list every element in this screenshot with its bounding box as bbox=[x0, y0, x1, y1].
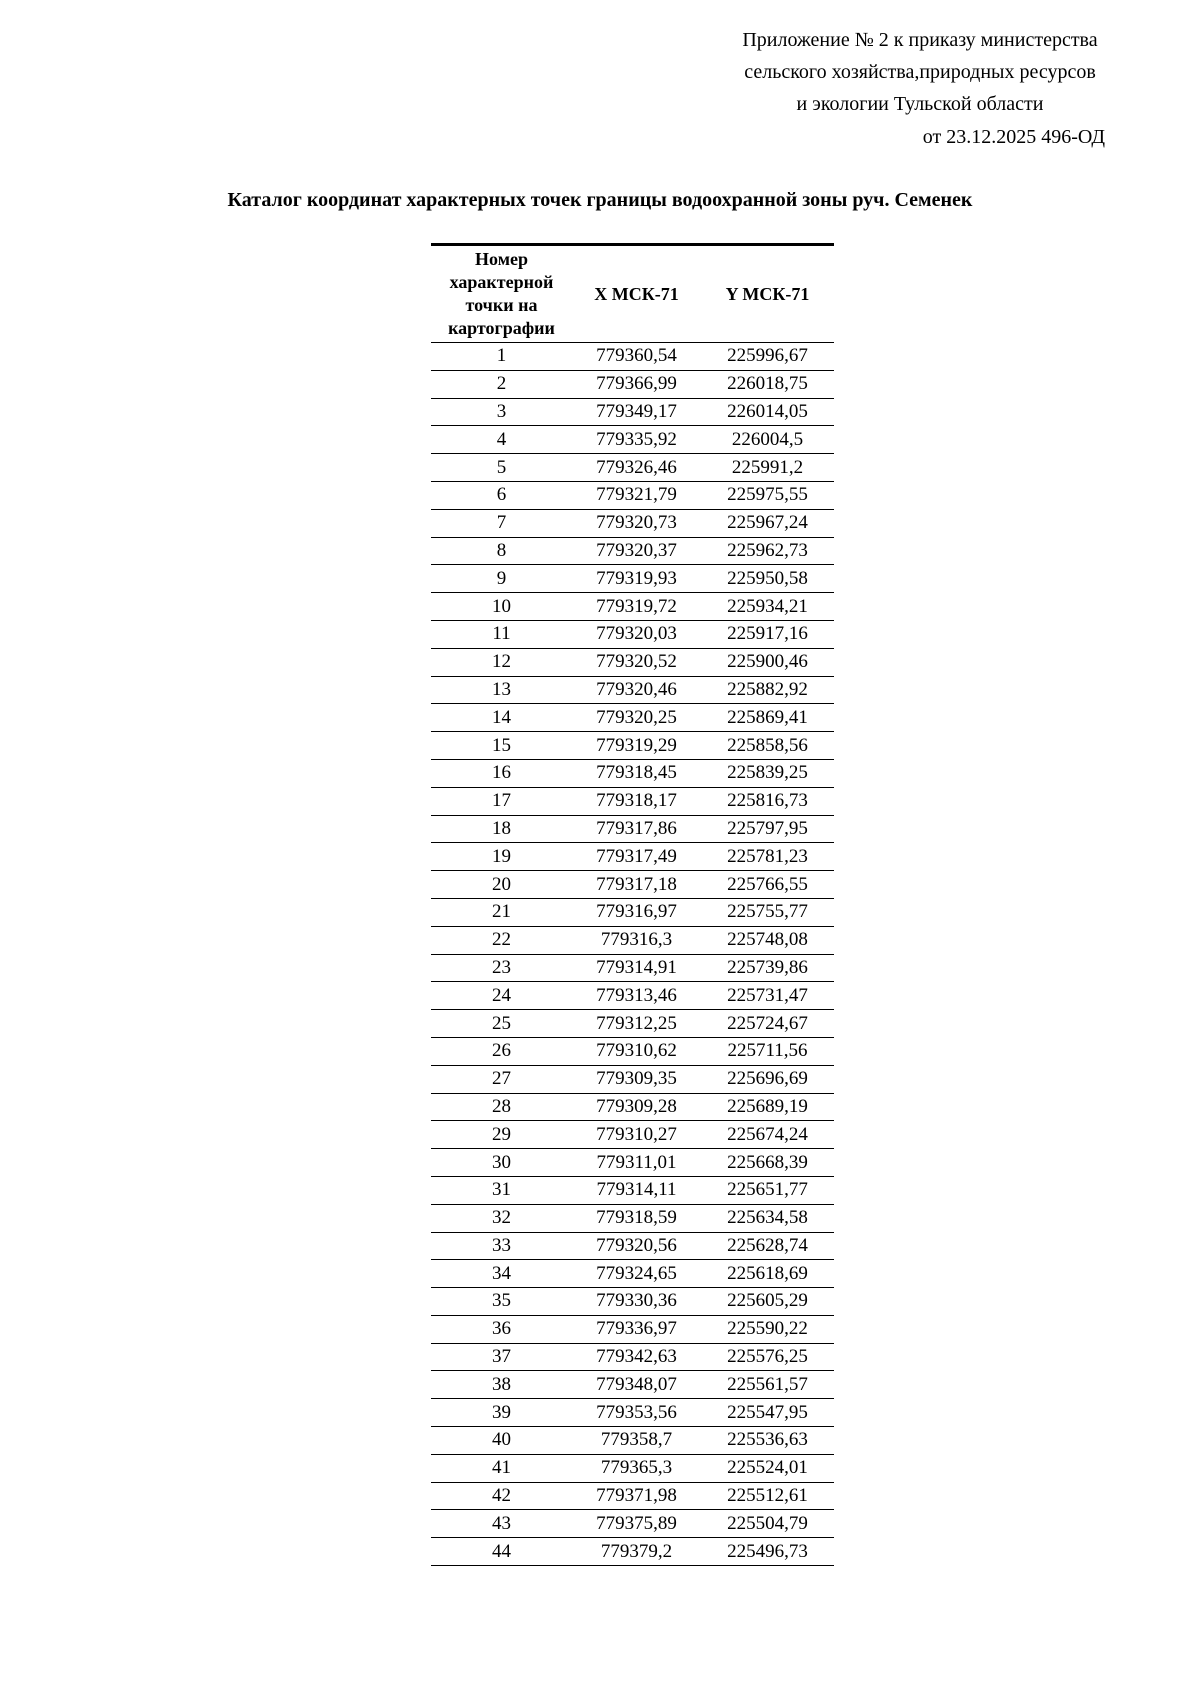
point-number-cell: 35 bbox=[431, 1288, 572, 1316]
table-row bbox=[431, 1482, 834, 1510]
y-coordinate-cell: 225628,74 bbox=[701, 1232, 834, 1260]
table-row bbox=[431, 1260, 834, 1288]
table-row bbox=[431, 1538, 834, 1566]
point-number-cell: 7 bbox=[431, 509, 572, 537]
y-coordinate-cell: 225797,95 bbox=[701, 815, 834, 843]
table-row bbox=[431, 676, 834, 704]
y-coordinate-cell: 225668,39 bbox=[701, 1149, 834, 1177]
y-coordinate-cell: 225858,56 bbox=[701, 732, 834, 760]
table-row bbox=[431, 1065, 834, 1093]
point-number-cell: 26 bbox=[431, 1037, 572, 1065]
table-row bbox=[431, 648, 834, 676]
y-coordinate-cell: 225900,46 bbox=[701, 648, 834, 676]
point-number-cell: 44 bbox=[431, 1538, 572, 1566]
coordinates-table bbox=[431, 243, 834, 1566]
table-row bbox=[431, 1371, 834, 1399]
x-coordinate-cell: 779317,18 bbox=[572, 871, 701, 899]
x-coordinate-cell: 779335,92 bbox=[572, 426, 701, 454]
table-row bbox=[431, 787, 834, 815]
table-row bbox=[431, 593, 834, 621]
table-row bbox=[431, 343, 834, 371]
point-number-header: Номер характерной точки на картографии bbox=[431, 245, 572, 343]
x-coordinate-cell: 779312,25 bbox=[572, 1010, 701, 1038]
point-number-cell: 9 bbox=[431, 565, 572, 593]
x-coordinate-cell: 779320,52 bbox=[572, 648, 701, 676]
point-number-cell: 21 bbox=[431, 898, 572, 926]
y-coordinate-cell: 225547,95 bbox=[701, 1399, 834, 1427]
point-number-cell: 19 bbox=[431, 843, 572, 871]
y-coordinate-cell: 225996,67 bbox=[701, 343, 834, 371]
x-coordinate-cell: 779318,59 bbox=[572, 1204, 701, 1232]
x-coordinate-cell: 779319,93 bbox=[572, 565, 701, 593]
x-coordinate-cell: 779320,37 bbox=[572, 537, 701, 565]
table-row bbox=[431, 1454, 834, 1482]
y-coordinate-cell: 225524,01 bbox=[701, 1454, 834, 1482]
point-number-cell: 11 bbox=[431, 620, 572, 648]
y-coordinate-cell: 225696,69 bbox=[701, 1065, 834, 1093]
y-coordinate-cell: 226018,75 bbox=[701, 370, 834, 398]
point-number-cell: 32 bbox=[431, 1204, 572, 1232]
y-coordinate-cell: 225651,77 bbox=[701, 1176, 834, 1204]
table-row bbox=[431, 732, 834, 760]
x-coordinate-cell: 779320,73 bbox=[572, 509, 701, 537]
point-number-cell: 34 bbox=[431, 1260, 572, 1288]
table-row bbox=[431, 1399, 834, 1427]
x-coordinate-cell: 779311,01 bbox=[572, 1149, 701, 1177]
y-coordinate-cell: 225755,77 bbox=[701, 898, 834, 926]
order-reference-line: сельского хозяйства,природных ресурсов bbox=[744, 61, 1096, 83]
y-coordinate-cell: 226014,05 bbox=[701, 398, 834, 426]
table-row bbox=[431, 370, 834, 398]
x-coordinate-cell: 779320,25 bbox=[572, 704, 701, 732]
table-row bbox=[431, 1232, 834, 1260]
table-row bbox=[431, 481, 834, 509]
x-coordinate-cell: 779375,89 bbox=[572, 1510, 701, 1538]
point-number-cell: 27 bbox=[431, 1065, 572, 1093]
point-number-cell: 8 bbox=[431, 537, 572, 565]
table-row bbox=[431, 1343, 834, 1371]
x-coordinate-cell: 779320,46 bbox=[572, 676, 701, 704]
x-coordinate-cell: 779336,97 bbox=[572, 1315, 701, 1343]
table-row bbox=[431, 1176, 834, 1204]
y-coordinate-cell: 225590,22 bbox=[701, 1315, 834, 1343]
table-row bbox=[431, 1149, 834, 1177]
x-coordinate-cell: 779314,11 bbox=[572, 1176, 701, 1204]
x-coordinate-cell: 779318,17 bbox=[572, 787, 701, 815]
table-row bbox=[431, 1010, 834, 1038]
point-number-cell: 17 bbox=[431, 787, 572, 815]
order-reference-block bbox=[700, 24, 1140, 120]
x-coordinate-cell: 779342,63 bbox=[572, 1343, 701, 1371]
x-coordinate-cell: 779319,29 bbox=[572, 732, 701, 760]
y-coordinate-cell: 225504,79 bbox=[701, 1510, 834, 1538]
x-coordinate-header: X МСК-71 bbox=[572, 245, 701, 343]
y-coordinate-cell: 225605,29 bbox=[701, 1288, 834, 1316]
table-row bbox=[431, 1204, 834, 1232]
x-coordinate-cell: 779317,49 bbox=[572, 843, 701, 871]
x-coordinate-cell: 779349,17 bbox=[572, 398, 701, 426]
x-coordinate-cell: 779313,46 bbox=[572, 982, 701, 1010]
y-coordinate-cell: 225917,16 bbox=[701, 620, 834, 648]
table-row bbox=[431, 537, 834, 565]
point-number-cell: 5 bbox=[431, 454, 572, 482]
y-coordinate-cell: 225839,25 bbox=[701, 759, 834, 787]
table-row bbox=[431, 1093, 834, 1121]
x-coordinate-cell: 779320,03 bbox=[572, 620, 701, 648]
y-coordinate-cell: 225781,23 bbox=[701, 843, 834, 871]
x-coordinate-cell: 779365,3 bbox=[572, 1454, 701, 1482]
x-coordinate-cell: 779309,35 bbox=[572, 1065, 701, 1093]
point-number-cell: 6 bbox=[431, 481, 572, 509]
y-coordinate-cell: 225724,67 bbox=[701, 1010, 834, 1038]
point-number-cell: 29 bbox=[431, 1121, 572, 1149]
point-number-cell: 24 bbox=[431, 982, 572, 1010]
x-coordinate-cell: 779348,07 bbox=[572, 1371, 701, 1399]
order-date: от 23.12.2025 496-ОД bbox=[922, 126, 1105, 148]
point-number-cell: 38 bbox=[431, 1371, 572, 1399]
table-row bbox=[431, 565, 834, 593]
table-row bbox=[431, 1427, 834, 1455]
y-coordinate-cell: 225869,41 bbox=[701, 704, 834, 732]
x-coordinate-cell: 779324,65 bbox=[572, 1260, 701, 1288]
point-number-cell: 10 bbox=[431, 593, 572, 621]
table-row bbox=[431, 815, 834, 843]
y-coordinate-cell: 225967,24 bbox=[701, 509, 834, 537]
order-reference-line: и экологии Тульской области bbox=[796, 93, 1044, 115]
y-coordinate-cell: 225950,58 bbox=[701, 565, 834, 593]
table-row bbox=[431, 704, 834, 732]
point-number-cell: 2 bbox=[431, 370, 572, 398]
x-coordinate-cell: 779358,7 bbox=[572, 1427, 701, 1455]
y-coordinate-cell: 225634,58 bbox=[701, 1204, 834, 1232]
y-coordinate-cell: 225739,86 bbox=[701, 954, 834, 982]
table-row bbox=[431, 509, 834, 537]
y-coordinate-cell: 225766,55 bbox=[701, 871, 834, 899]
table-row bbox=[431, 982, 834, 1010]
point-number-cell: 4 bbox=[431, 426, 572, 454]
y-coordinate-cell: 225991,2 bbox=[701, 454, 834, 482]
y-coordinate-cell: 225934,21 bbox=[701, 593, 834, 621]
point-number-cell: 14 bbox=[431, 704, 572, 732]
point-number-cell: 1 bbox=[431, 343, 572, 371]
point-number-cell: 12 bbox=[431, 648, 572, 676]
point-number-cell: 42 bbox=[431, 1482, 572, 1510]
table-row bbox=[431, 1510, 834, 1538]
point-number-cell: 18 bbox=[431, 815, 572, 843]
y-coordinate-cell: 225536,63 bbox=[701, 1427, 834, 1455]
x-coordinate-cell: 779330,36 bbox=[572, 1288, 701, 1316]
x-coordinate-cell: 779314,91 bbox=[572, 954, 701, 982]
table-row bbox=[431, 1315, 834, 1343]
table-row bbox=[431, 1037, 834, 1065]
table-row bbox=[431, 954, 834, 982]
x-coordinate-cell: 779326,46 bbox=[572, 454, 701, 482]
point-number-cell: 41 bbox=[431, 1454, 572, 1482]
point-number-cell: 23 bbox=[431, 954, 572, 982]
coordinates-table-body bbox=[431, 343, 834, 1566]
x-coordinate-cell: 779316,3 bbox=[572, 926, 701, 954]
table-row bbox=[431, 759, 834, 787]
y-coordinate-cell: 225731,47 bbox=[701, 982, 834, 1010]
y-coordinate-cell: 226004,5 bbox=[701, 426, 834, 454]
point-number-cell: 30 bbox=[431, 1149, 572, 1177]
table-row bbox=[431, 620, 834, 648]
point-number-cell: 15 bbox=[431, 732, 572, 760]
y-coordinate-cell: 225512,61 bbox=[701, 1482, 834, 1510]
point-number-cell: 28 bbox=[431, 1093, 572, 1121]
y-coordinate-cell: 225674,24 bbox=[701, 1121, 834, 1149]
x-coordinate-cell: 779366,99 bbox=[572, 370, 701, 398]
y-coordinate-cell: 225561,57 bbox=[701, 1371, 834, 1399]
y-coordinate-cell: 225496,73 bbox=[701, 1538, 834, 1566]
table-row bbox=[431, 398, 834, 426]
table-row bbox=[431, 454, 834, 482]
table-row bbox=[431, 1121, 834, 1149]
x-coordinate-cell: 779321,79 bbox=[572, 481, 701, 509]
point-number-cell: 25 bbox=[431, 1010, 572, 1038]
document-title: Каталог координат характерных точек границы водоохранной зоны руч. Семенек bbox=[227, 189, 973, 211]
y-coordinate-cell: 225962,73 bbox=[701, 537, 834, 565]
table-row bbox=[431, 1288, 834, 1316]
x-coordinate-cell: 779316,97 bbox=[572, 898, 701, 926]
x-coordinate-cell: 779371,98 bbox=[572, 1482, 701, 1510]
table-row bbox=[431, 843, 834, 871]
x-coordinate-cell: 779319,72 bbox=[572, 593, 701, 621]
table-row bbox=[431, 926, 834, 954]
y-coordinate-cell: 225975,55 bbox=[701, 481, 834, 509]
y-coordinate-cell: 225618,69 bbox=[701, 1260, 834, 1288]
x-coordinate-cell: 779310,27 bbox=[572, 1121, 701, 1149]
x-coordinate-cell: 779320,56 bbox=[572, 1232, 701, 1260]
x-coordinate-cell: 779310,62 bbox=[572, 1037, 701, 1065]
point-number-cell: 13 bbox=[431, 676, 572, 704]
y-coordinate-cell: 225689,19 bbox=[701, 1093, 834, 1121]
point-number-cell: 40 bbox=[431, 1427, 572, 1455]
point-number-cell: 22 bbox=[431, 926, 572, 954]
point-number-cell: 39 bbox=[431, 1399, 572, 1427]
x-coordinate-cell: 779353,56 bbox=[572, 1399, 701, 1427]
y-coordinate-cell: 225576,25 bbox=[701, 1343, 834, 1371]
y-coordinate-cell: 225816,73 bbox=[701, 787, 834, 815]
x-coordinate-cell: 779360,54 bbox=[572, 343, 701, 371]
table-header-row bbox=[431, 245, 834, 343]
x-coordinate-cell: 779317,86 bbox=[572, 815, 701, 843]
y-coordinate-cell: 225882,92 bbox=[701, 676, 834, 704]
order-reference-line: Приложение № 2 к приказу министерства bbox=[742, 29, 1098, 51]
table-row bbox=[431, 871, 834, 899]
point-number-cell: 33 bbox=[431, 1232, 572, 1260]
point-number-cell: 36 bbox=[431, 1315, 572, 1343]
point-number-cell: 16 bbox=[431, 759, 572, 787]
point-number-cell: 31 bbox=[431, 1176, 572, 1204]
x-coordinate-cell: 779309,28 bbox=[572, 1093, 701, 1121]
point-number-cell: 37 bbox=[431, 1343, 572, 1371]
point-number-cell: 43 bbox=[431, 1510, 572, 1538]
point-number-cell: 20 bbox=[431, 871, 572, 899]
x-coordinate-cell: 779379,2 bbox=[572, 1538, 701, 1566]
y-coordinate-cell: 225711,56 bbox=[701, 1037, 834, 1065]
point-number-cell: 3 bbox=[431, 398, 572, 426]
y-coordinate-cell: 225748,08 bbox=[701, 926, 834, 954]
table-row bbox=[431, 898, 834, 926]
table-row bbox=[431, 426, 834, 454]
x-coordinate-cell: 779318,45 bbox=[572, 759, 701, 787]
y-coordinate-header: Y МСК-71 bbox=[701, 245, 834, 343]
